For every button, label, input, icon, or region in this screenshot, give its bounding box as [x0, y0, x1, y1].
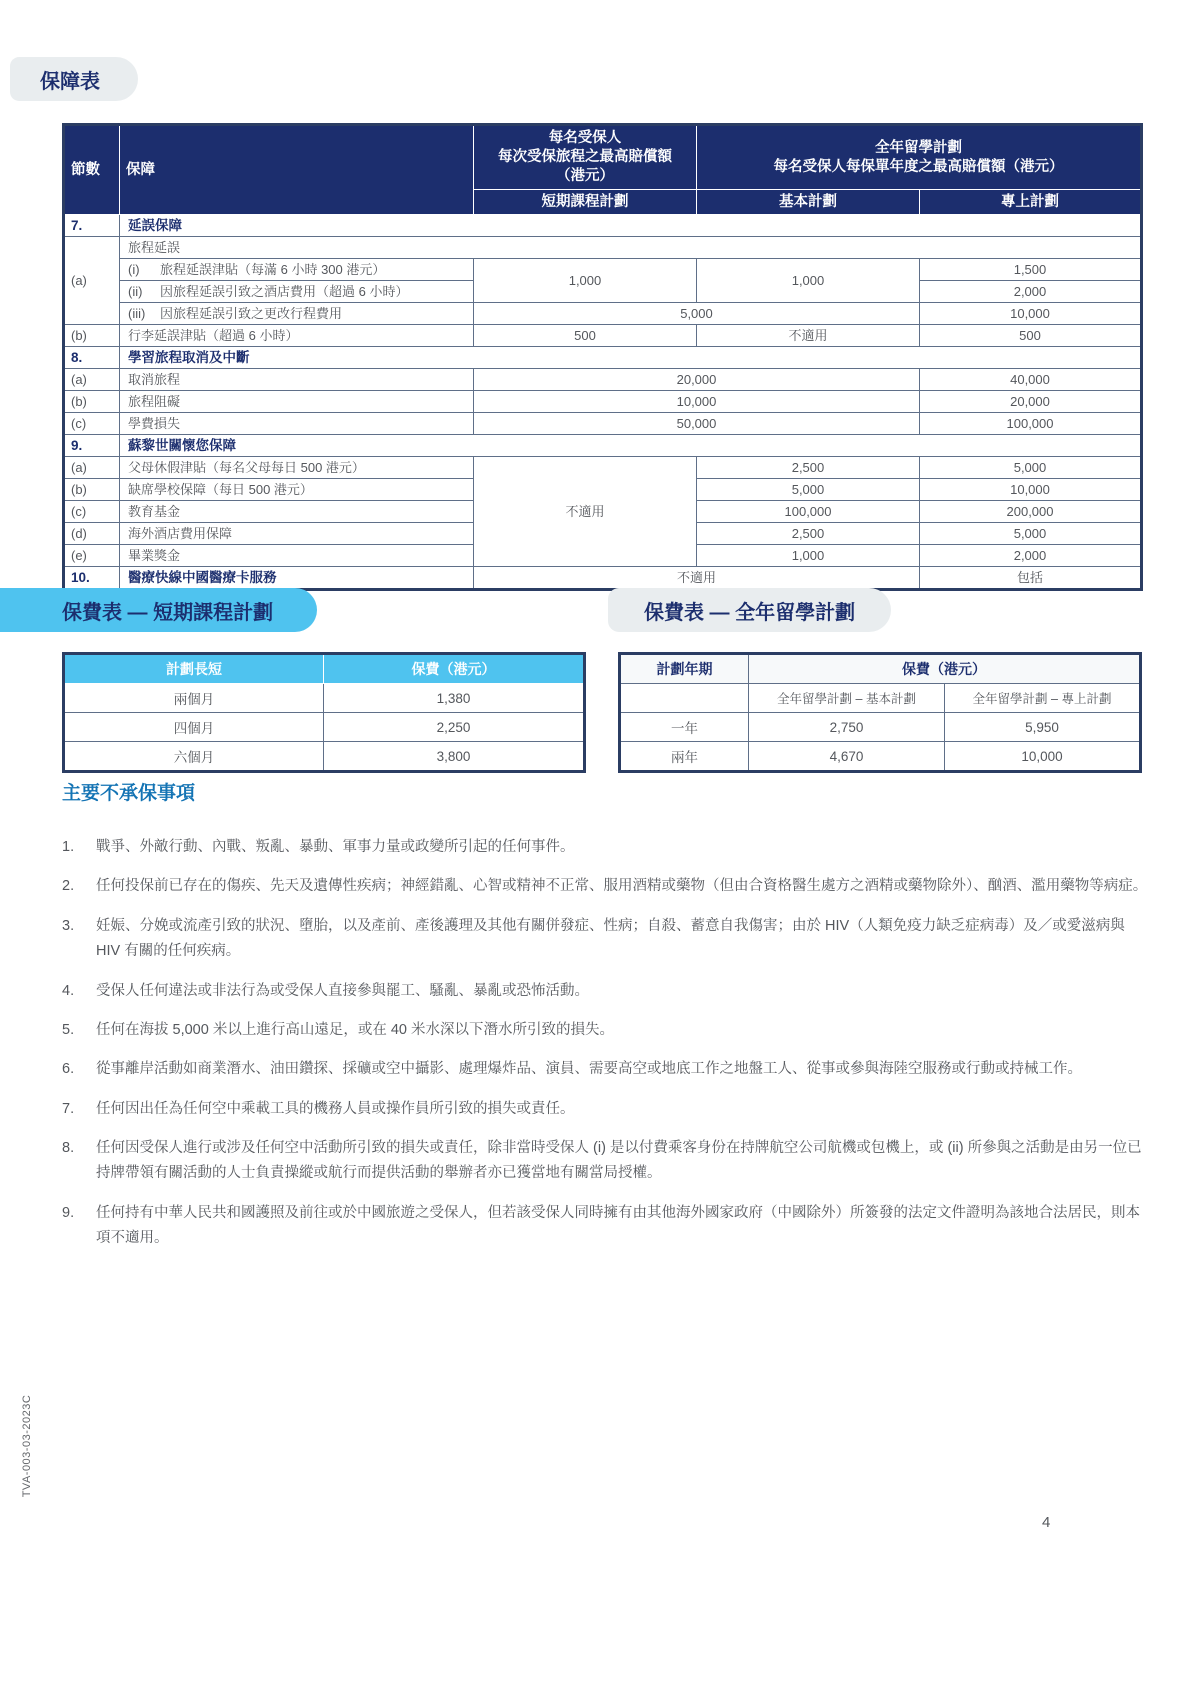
exclusion-text: 任何因受保人進行或涉及任何空中活動所引致的損失或責任，除非當時受保人 (i) 是以付費乘客身份在持牌航空公司航機或包機上，或 (ii) 所參與之活動是由另一位已持牌帶領有關活動的人士負責操縱或航行而提供活動的舉辦者亦已獲當地有關當局授權。 [96, 1140, 1142, 1182]
value-premier: 5,000 [920, 523, 1142, 545]
per-trip-line3: （港元） [556, 168, 614, 184]
value-basic: 不適用 [697, 325, 920, 347]
col-premium: 保費（港元） [749, 654, 1141, 684]
exclusion-item [62, 1201, 1148, 1252]
value-basic: 1,000 [697, 545, 920, 567]
value-premier: 1,500 [920, 259, 1142, 281]
row-7a [64, 237, 1142, 259]
item-label: 父母休假津貼（每名父母每日 500 港元） [120, 457, 474, 479]
section-number: 10. [64, 567, 120, 590]
premium-annual-header [620, 654, 1141, 684]
duration-value: 六個月 [64, 742, 324, 772]
benefit-table-badge: 保障表 [10, 57, 138, 101]
item-letter: (c) [64, 413, 120, 435]
col-header-benefit: 保障 [120, 125, 474, 215]
item-label: 畢業獎金 [120, 545, 474, 567]
exclusion-number: 4. [62, 982, 75, 999]
col-premium: 保費（港元） [324, 654, 585, 684]
item-label: 教育基金 [120, 501, 474, 523]
value-basic: 100,000 [697, 501, 920, 523]
empty-cell [620, 684, 749, 713]
premium-annual-row [620, 713, 1141, 742]
col-header-short-plan: 短期課程計劃 [474, 190, 697, 215]
benefit-table-header [64, 125, 1142, 215]
premier-premium-value: 5,950 [945, 713, 1141, 742]
col-header-annual [697, 125, 1142, 190]
item-letter: (b) [64, 391, 120, 413]
section-number: 9. [64, 435, 120, 457]
item-label: 海外酒店費用保障 [120, 523, 474, 545]
value-short-basic: 不適用 [474, 567, 920, 590]
premier-premium-value: 10,000 [945, 742, 1141, 772]
item-label [120, 281, 474, 303]
value-premier: 10,000 [920, 479, 1142, 501]
section-number: 8. [64, 347, 120, 369]
exclusion-item [62, 979, 1148, 1004]
basic-premium-value: 4,670 [749, 742, 945, 772]
item-letter: (e) [64, 545, 120, 567]
col-header-per-trip [474, 125, 697, 190]
item-letter: (b) [64, 479, 120, 501]
item-text: 旅程延誤津貼（每滿 6 小時 300 港元） [160, 262, 386, 277]
premium-short-row [64, 713, 585, 742]
item-label: 取消旅程 [120, 369, 474, 391]
item-letter: (d) [64, 523, 120, 545]
value-premier: 100,000 [920, 413, 1142, 435]
value-premier: 5,000 [920, 457, 1142, 479]
premium-annual-table [618, 652, 1142, 773]
premium-value: 2,250 [324, 713, 585, 742]
page-number: 4 [1042, 1514, 1051, 1531]
row-7a-i [64, 259, 1142, 281]
item-letter: (a) [64, 369, 120, 391]
value-short-basic: 50,000 [474, 413, 920, 435]
value-premier: 500 [920, 325, 1142, 347]
value-basic: 5,000 [697, 479, 920, 501]
premium-short-table [62, 652, 586, 773]
item-roman: (i) [128, 262, 140, 277]
item-letter: (b) [64, 325, 120, 347]
exclusion-text: 妊娠、分娩或流產引致的狀況、墮胎，以及產前、產後護理及其他有關併發症、性病；自殺、蓄意自我傷害；由於 HIV（人類免疫力缺乏症病毒）及／或愛滋病與 HIV 有關的任何疾病。 [96, 917, 1125, 960]
row-8a [64, 369, 1142, 391]
item-letter: (c) [64, 501, 120, 523]
item-label: 旅程阻礙 [120, 391, 474, 413]
exclusion-number: 1. [62, 839, 75, 855]
document-code: TVA-003-03-2023C [21, 1394, 33, 1498]
exclusion-text: 任何投保前已存在的傷疾、先天及遺傳性疾病；神經錯亂、心智或精神不正常、服用酒精或藥物（但由合資格醫生處方之酒精或藥物除外）、酗酒、濫用藥物等病症。 [96, 878, 1148, 895]
item-letter: (a) [64, 457, 120, 479]
item-label: 缺席學校保障（每日 500 港元） [120, 479, 474, 501]
exclusion-text: 戰爭、外敵行動、內戰、叛亂、暴動、軍事力量或政變所引起的任何事件。 [96, 839, 575, 855]
value-short: 500 [474, 325, 697, 347]
item-label [120, 259, 474, 281]
premium-annual-row [620, 742, 1141, 772]
duration-value: 兩個月 [64, 684, 324, 713]
value-basic: 2,500 [697, 457, 920, 479]
exclusion-item [62, 1057, 1148, 1082]
term-value: 兩年 [620, 742, 749, 772]
value-short-basic: 10,000 [474, 391, 920, 413]
item-title: 旅程延誤 [120, 237, 1142, 259]
value-premier: 20,000 [920, 391, 1142, 413]
value-premier: 200,000 [920, 501, 1142, 523]
exclusion-number: 5. [62, 1021, 75, 1038]
exclusion-item [62, 1018, 1148, 1043]
item-text: 因旅程延誤引致之更改行程費用 [160, 306, 343, 321]
per-trip-line2: 每次受保旅程之最高賠償額 [498, 149, 672, 165]
exclusion-item [62, 1136, 1148, 1187]
annual-line2: 每名受保人每保單年度之最高賠償額（港元） [773, 158, 1064, 175]
premium-short-header [64, 654, 585, 684]
per-trip-line1: 每名受保人 [548, 130, 622, 146]
premium-short-row [64, 684, 585, 713]
value-premier: 2,000 [920, 281, 1142, 303]
exclusion-text: 任何持有中華人民共和國護照及前往或於中國旅遊之受保人，但若該受保人同時擁有由其他海外國家政府（中國除外）所簽發的法定文件證明為該地合法居民，則本項不適用。 [96, 1204, 1140, 1247]
value-premier: 10,000 [920, 303, 1142, 325]
basic-premium-value: 2,750 [749, 713, 945, 742]
value-short-basic: 5,000 [474, 303, 920, 325]
premium-annual-subheader [620, 684, 1141, 713]
value-premier: 2,000 [920, 545, 1142, 567]
value-basic: 2,500 [697, 523, 920, 545]
col-term: 計劃年期 [620, 654, 749, 684]
premium-short-row [64, 742, 585, 772]
annual-line1: 全年留學計劃 [875, 139, 962, 156]
exclusion-text: 任何在海拔 5,000 米以上進行高山遠足，或在 40 米水深以下潛水所引致的損失。 [96, 1021, 615, 1038]
premium-value: 3,800 [324, 742, 585, 772]
section-number: 7. [64, 215, 120, 237]
exclusion-number: 3. [62, 917, 75, 934]
exclusion-number: 2. [62, 878, 75, 895]
row-8b [64, 391, 1142, 413]
exclusion-text: 從事離岸活動如商業潛水、油田鑽探、採礦或空中攝影、處理爆炸品、演員、需要高空或地底工作之地盤工人、從事或參與海陸空服務或行動或持械工作。 [96, 1061, 1082, 1078]
col-header-basic-plan: 基本計劃 [697, 190, 920, 215]
value-short: 1,000 [474, 259, 697, 303]
section-title: 學習旅程取消及中斷 [120, 347, 1142, 369]
item-text: 因旅程延誤引致之酒店費用（超過 6 小時） [160, 284, 409, 299]
row-7a-iii [64, 303, 1142, 325]
row-9a [64, 457, 1142, 479]
section-title: 蘇黎世關懷您保障 [120, 435, 1142, 457]
section-title: 延誤保障 [120, 215, 1142, 237]
row-7b [64, 325, 1142, 347]
premium-annual-badge: 保費表 — 全年留學計劃 [608, 588, 891, 632]
row-sec10 [64, 567, 1142, 590]
exclusion-item [62, 1097, 1148, 1122]
exclusion-number: 6. [62, 1061, 75, 1078]
row-sec8 [64, 347, 1142, 369]
exclusion-text: 任何因出任為任何空中乘載工具的機務人員或操作員所引致的損失或責任。 [96, 1100, 575, 1117]
col-duration: 計劃長短 [64, 654, 324, 684]
exclusion-item [62, 914, 1148, 965]
item-label: 行李延誤津貼（超過 6 小時） [120, 325, 474, 347]
exclusion-number: 8. [62, 1140, 75, 1156]
item-roman: (ii) [128, 284, 143, 299]
col-header-section: 節數 [64, 125, 120, 215]
col-header-premier-plan: 專上計劃 [920, 190, 1142, 215]
value-basic: 1,000 [697, 259, 920, 303]
benefit-table [62, 123, 1143, 591]
exclusion-text: 受保人任何違法或非法行為或受保人直接參與罷工、騷亂、暴亂或恐怖活動。 [96, 982, 589, 999]
exclusion-number: 7. [62, 1100, 75, 1117]
value-short-na: 不適用 [474, 457, 697, 567]
exclusion-item [62, 874, 1148, 899]
header-row-main [64, 125, 1142, 190]
value-premier: 40,000 [920, 369, 1142, 391]
exclusions-heading: 主要不承保事項 [62, 783, 196, 804]
row-sec9 [64, 435, 1142, 457]
row-8c [64, 413, 1142, 435]
duration-value: 四個月 [64, 713, 324, 742]
term-value: 一年 [620, 713, 749, 742]
value-short-basic: 20,000 [474, 369, 920, 391]
row-sec7 [64, 215, 1142, 237]
item-label: 學費損失 [120, 413, 474, 435]
exclusion-item [62, 835, 1148, 860]
premium-value: 1,380 [324, 684, 585, 713]
item-letter: (a) [64, 237, 120, 325]
exclusions-section [62, 778, 1148, 1266]
item-roman: (iii) [128, 306, 146, 321]
value-premier: 包括 [920, 567, 1142, 590]
item-label [120, 303, 474, 325]
col-annual-premier: 全年留學計劃 – 專上計劃 [945, 684, 1141, 713]
premium-short-badge: 保費表 — 短期課程計劃 [0, 588, 317, 632]
exclusion-number: 9. [62, 1204, 75, 1221]
col-annual-basic: 全年留學計劃 – 基本計劃 [749, 684, 945, 713]
section-title: 醫療快線中國醫療卡服務 [120, 567, 474, 590]
